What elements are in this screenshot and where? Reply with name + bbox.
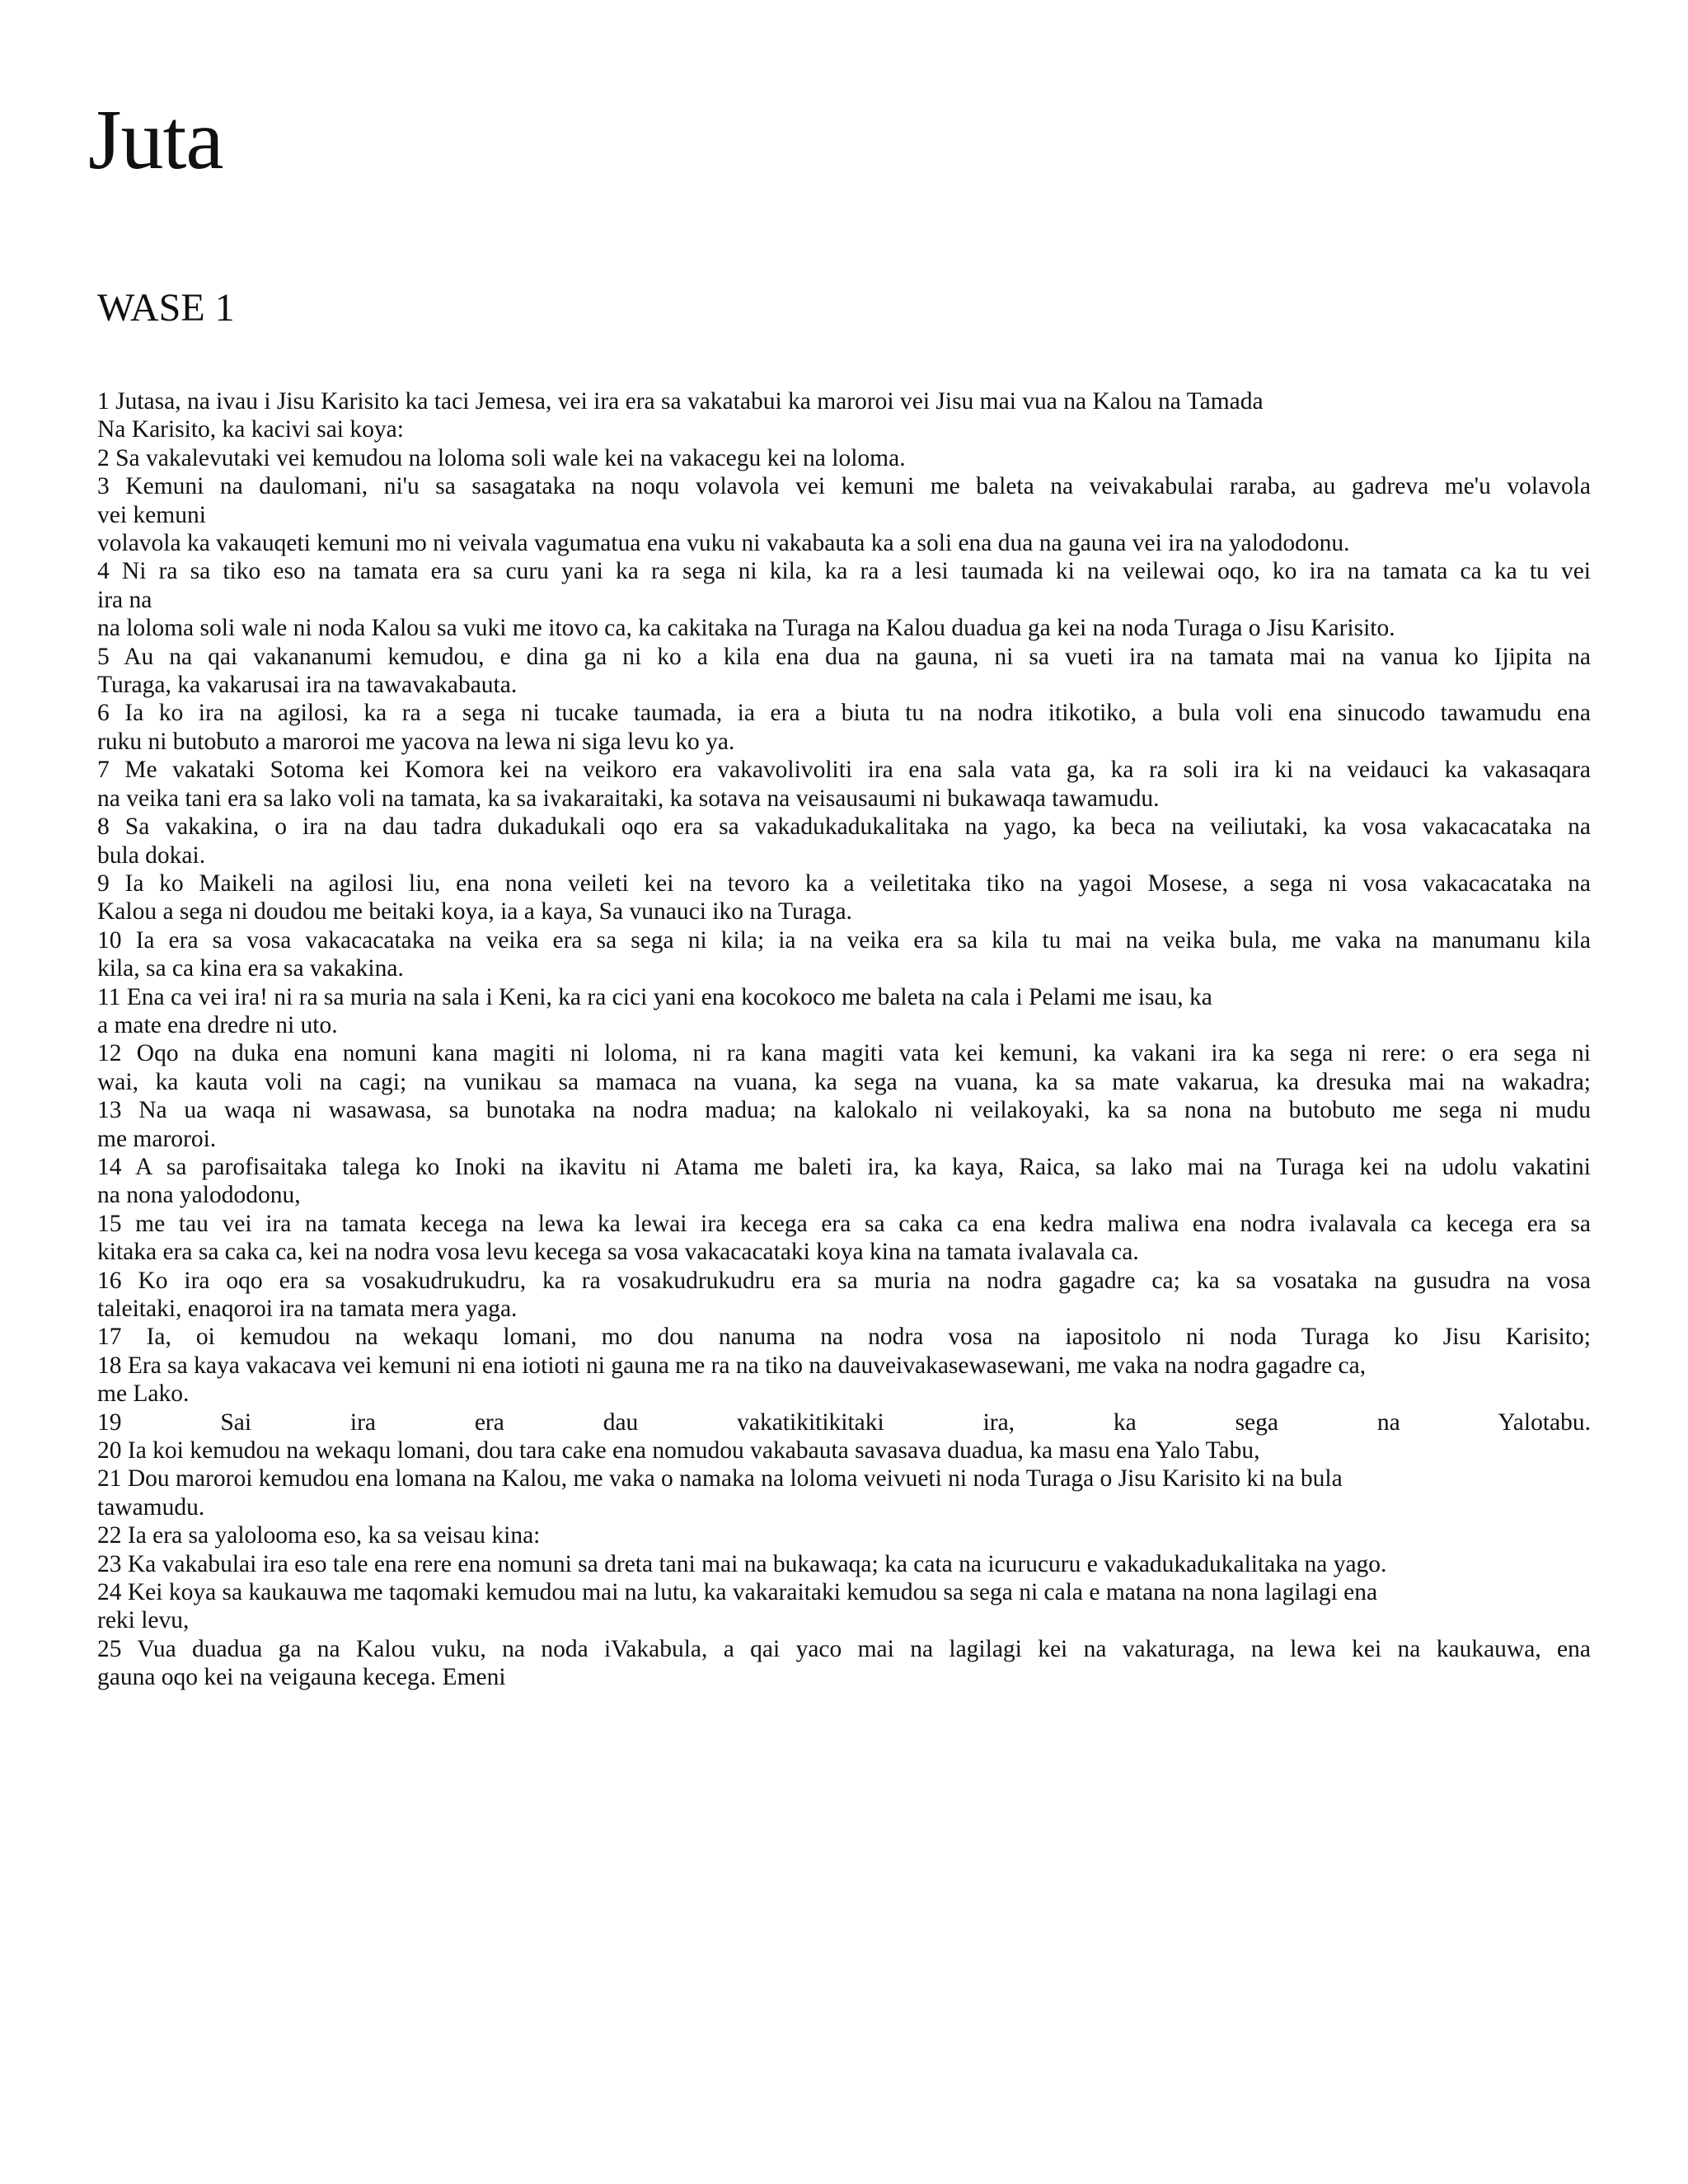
- text-line: na nona yalododonu,: [97, 1182, 301, 1209]
- text-line: 23 Ka vakabulai ira eso tale ena rere ena nomuni sa dreta tani mai na bukawaqa; ka cata na icurucuru e vakadukadukalitaka na yago.: [97, 1550, 1387, 1577]
- chapter-text: [97, 387, 1591, 1692]
- text-line: 1 Jutasa, na ivau i Jisu Karisito ka taci Jemesa, vei ira era sa vakatabui ka maroroi vei Jisu mai vua na Kalou na Tamada: [97, 388, 1264, 415]
- text-line: kitaka era sa caka ca, kei na nodra vosa levu kecega sa vosa vakacacataki koya kina na tamata ivalavala ca.: [97, 1239, 1139, 1266]
- text-line: a mate ena dredre ni uto.: [97, 1011, 338, 1038]
- text-line: reki levu,: [97, 1607, 190, 1634]
- text-line: ruku ni butobuto a maroroi me yacova na lewa ni siga levu ko ya.: [97, 728, 735, 755]
- text-line: 16 Ko ira oqo era sa vosakudrukudru, ka ra vosakudrukudru era sa muria na nodra gagadre ca; ka sa vosataka na gusudra na vosa: [97, 1267, 1591, 1294]
- text-line: 7 Me vakataki Sotoma kei Komora kei na veikoro era vakavolivoliti ira ena sala vata ga, ka ra soli ira ki na veidauci ka vakasaqara: [97, 757, 1591, 784]
- text-line: ira na: [97, 586, 152, 613]
- text-line: 25 Vua duadua ga na Kalou vuku, na noda iVakabula, a qai yaco mai na lagilagi kei na vakaturaga, na lewa kei na kaukauwa, ena: [97, 1635, 1591, 1662]
- text-line: 6 Ia ko ira na agilosi, ka ra a sega ni tucake taumada, ia era a biuta tu na nodra itikotiko, a bula voli ena sinucodo tawamudu ena: [97, 700, 1591, 727]
- text-line: 2 Sa vakalevutaki vei kemudou na loloma soli wale kei na vakacegu kei na loloma.: [97, 444, 906, 471]
- text-line: 8 Sa vakakina, o ira na dau tadra dukadukali oqo era sa vakadukadukalitaka na yago, ka beca na veiliutaki, ka vosa vakacacataka na: [97, 813, 1591, 841]
- text-line: 21 Dou maroroi kemudou ena lomana na Kalou, me vaka o namaka na loloma veivueti ni noda Turaga o Jisu Karisito ki na bula: [97, 1465, 1343, 1493]
- page-title: Juta: [88, 92, 223, 187]
- text-line: 3 Kemuni na daulomani, ni'u sa sasagataka na noqu volavola vei kemuni me baleta na veivakabulai raraba, au gadreva me'u volavola: [97, 473, 1591, 500]
- text-line: Turaga, ka vakarusai ira na tawavakabauta.: [97, 672, 518, 699]
- text-line: Na Karisito, ka kacivi sai koya:: [97, 416, 404, 443]
- text-line: 17 Ia, oi kemudou na wekaqu lomani, mo dou nanuma na nodra vosa na iapositolo ni noda Turaga ko Jisu Karisito;: [97, 1324, 1591, 1351]
- chapter-heading: WASE 1: [97, 286, 235, 330]
- text-line: na loloma soli wale ni noda Kalou sa vuki me itovo ca, ka cakitaka na Turaga na Kalou duadua ga kei na noda Turaga o Jisu Karisito.: [97, 615, 1395, 642]
- text-line: Kalou a sega ni doudou me beitaki koya, ia a kaya, Sa vunauci iko na Turaga.: [97, 898, 852, 926]
- text-line: 18 Era sa kaya vakacava vei kemuni ni ena iotioti ni gauna me ra na tiko na dauveivakasewasewani, me vaka na nodra gagadre ca,: [97, 1352, 1367, 1379]
- text-line: 15 me tau vei ira na tamata kecega na lewa ka lewai ira kecega era sa caka ca ena kedra maliwa ena nodra ivalavala ca kecega era sa: [97, 1210, 1591, 1237]
- text-line: 5 Au na qai vakananumi kemudou, e dina ga ni ko a kila ena dua na gauna, ni sa vueti ira na tamata mai na vanua ko Ijipita na: [97, 643, 1591, 670]
- text-line: tawamudu.: [97, 1493, 205, 1521]
- text-line: 24 Kei koya sa kaukauwa me taqomaki kemudou mai na lutu, ka vakaraitaki kemudou sa sega ni cala e matana na nona lagilagi ena: [97, 1579, 1378, 1606]
- text-line: na veika tani era sa lako voli na tamata, ka sa ivakaraitaki, ka sotava na veisausaumi ni bukawaqa tawamudu.: [97, 785, 1160, 812]
- text-line: bula dokai.: [97, 841, 206, 869]
- text-line: gauna oqo kei na veigauna kecega. Emeni: [97, 1664, 506, 1691]
- text-line: 13 Na ua waqa ni wasawasa, sa bunotaka na nodra madua; na kalokalo ni veilakoyaki, ka sa nona na butobuto me sega ni mudu: [97, 1097, 1591, 1124]
- text-line: 19 Sai ira era dau vakatikitikitaki ira, ka sega na Yalotabu.: [97, 1408, 1591, 1436]
- text-line: me Lako.: [97, 1380, 190, 1408]
- text-line: 11 Ena ca vei ira! ni ra sa muria na sala i Keni, ka ra cici yani ena kocokoco me baleta na cala i Pelami me isau, ka: [97, 983, 1212, 1010]
- text-line: me maroroi.: [97, 1125, 217, 1152]
- text-line: vei kemuni: [97, 501, 206, 528]
- text-line: taleitaki, enaqoroi ira na tamata mera yaga.: [97, 1296, 518, 1322]
- text-line: 22 Ia era sa yalolooma eso, ka sa veisau kina:: [97, 1522, 541, 1549]
- text-line: wai, ka kauta voli na cagi; na vunikau sa mamaca na vuana, ka sega na vuana, ka sa mate vakarua, ka dresuka mai na wakadra;: [97, 1068, 1591, 1095]
- text-line: 4 Ni ra sa tiko eso na tamata era sa curu yani ka ra sega ni kila, ka ra a lesi taumada ki na veilewai oqo, ko ira na tamata ca ka tu vei: [97, 558, 1591, 585]
- text-line: volavola ka vakauqeti kemuni mo ni veivala vagumatua ena vuku ni vakabauta ka a soli ena dua na gauna vei ira na yalododonu.: [97, 530, 1350, 557]
- text-line: 14 A sa parofisaitaka talega ko Inoki na ikavitu ni Atama me baleti ira, ka kaya, Raica, sa lako mai na Turaga kei na udolu vakatini: [97, 1153, 1591, 1180]
- text-line: 20 Ia koi kemudou na wekaqu lomani, dou tara cake ena nomudou vakabauta savasava duadua, ka masu ena Yalo Tabu,: [97, 1437, 1260, 1465]
- text-line: 10 Ia era sa vosa vakacacataka na veika era sa sega ni kila; ia na veika era sa kila tu mai na veika bula, me vaka na manumanu kila: [97, 926, 1591, 954]
- text-line: 9 Ia ko Maikeli na agilosi liu, ena nona veileti kei na tevoro ka a veiletitaka tiko na yagoi Mosese, a sega ni vosa vakacacataka na: [97, 869, 1591, 897]
- text-line: kila, sa ca kina era sa vakakina.: [97, 955, 404, 982]
- text-line: 12 Oqo na duka ena nomuni kana magiti ni loloma, ni ra kana magiti vata kei kemuni, ka vakani ira ka sega ni rere: o era sega ni: [97, 1040, 1591, 1067]
